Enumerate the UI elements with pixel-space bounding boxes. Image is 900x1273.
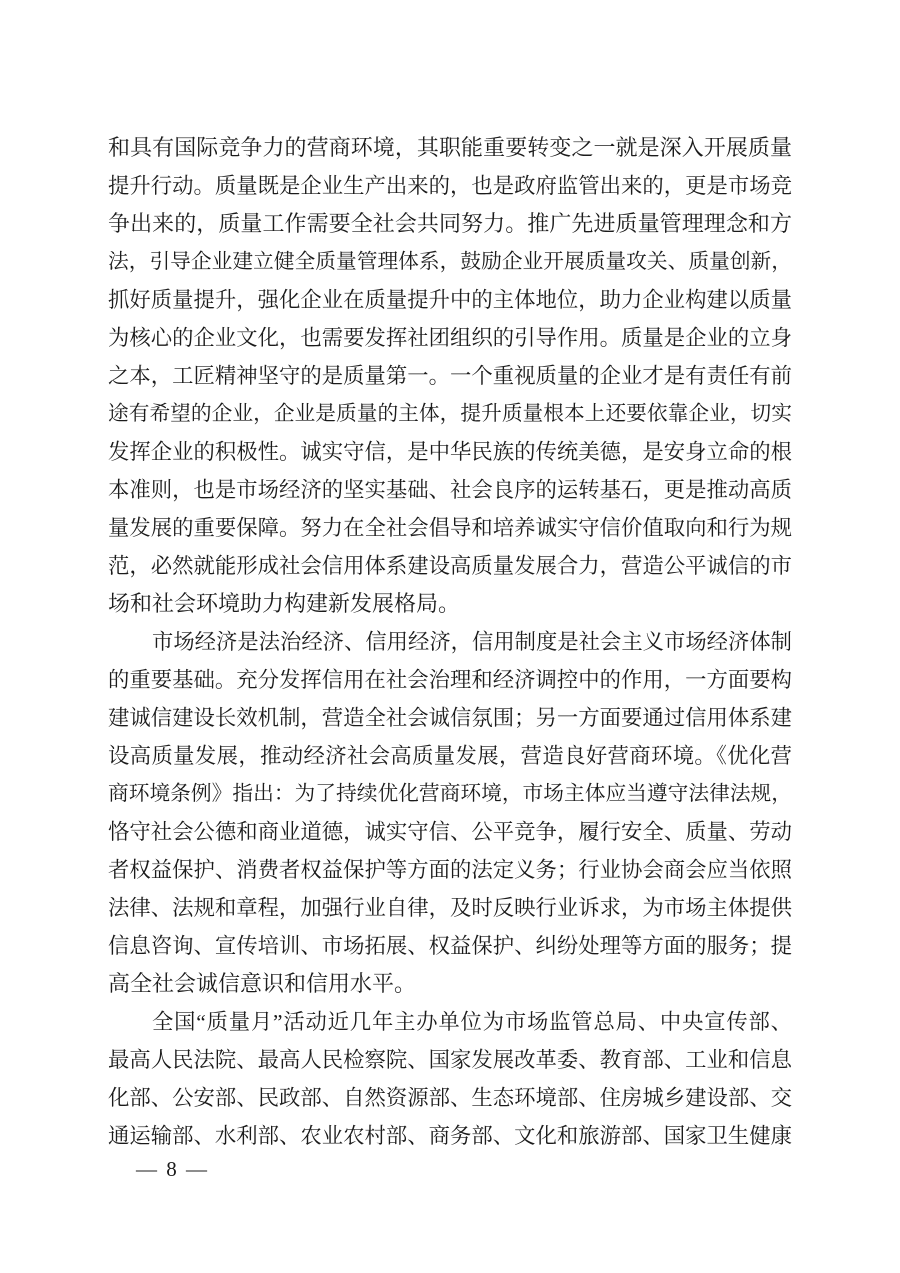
text-line: 恪守社会公德和商业道德，诚实守信、公平竞争，履行安全、质量、劳动 bbox=[108, 820, 792, 844]
text-line: 争出来的，质量工作需要全社会共同努力。推广先进质量管理理念和方 bbox=[108, 211, 792, 236]
document-text bbox=[108, 129, 792, 1155]
text-line: 法律、法规和章程，加强行业自律，及时反映行业诉求，为市场主体提供 bbox=[108, 896, 792, 920]
text-line: 最高人民法院、最高人民检察院、国家发展改革委、教育部、工业和信息 bbox=[108, 1048, 792, 1072]
text-line: 和具有国际竞争力的营商环境，其职能重要转变之一就是深入开展质量 bbox=[108, 135, 792, 160]
text-line: 提升行动。质量既是企业生产出来的，也是政府监管出来的，更是市场竞 bbox=[108, 174, 792, 198]
text-line: 途有希望的企业，企业是质量的主体，提升质量根本上还要依靠企业，切实 bbox=[108, 403, 792, 425]
text-line: 量发展的重要保障。努力在全社会倡导和培养诚实守信价值取向和行为规 bbox=[108, 516, 792, 540]
page-number: — 8 — bbox=[136, 1157, 209, 1181]
text-line: 市场经济是法治经济、信用经济，信用制度是社会主义市场经济体制 bbox=[152, 630, 792, 654]
text-line: 为核心的企业文化，也需要发挥社团组织的引导作用。质量是企业的立身 bbox=[108, 326, 792, 350]
text-line: 的重要基础。充分发挥信用在社会治理和经济调控中的作用，一方面要构 bbox=[108, 668, 792, 692]
text-line: 之本，工匠精神坚守的是质量第一。一个重视质量的企业才是有责任有前 bbox=[108, 364, 792, 388]
text-line: 建诚信建设长效机制，营造全社会诚信氛围；另一方面要通过信用体系建 bbox=[108, 706, 792, 730]
text-line: 信息咨询、宣传培训、市场拓展、权益保护、纠纷处理等方面的服务；提 bbox=[108, 934, 792, 958]
text-line: 发挥企业的积极性。诚实守信，是中华民族的传统美德，是安身立命的根 bbox=[108, 440, 792, 464]
text-line: 通运输部、水利部、农业农村部、商务部、文化和旅游部、国家卫生健康 bbox=[108, 1124, 792, 1148]
text-line: 抓好质量提升，强化企业在质量提升中的主体地位，助力企业构建以质量 bbox=[108, 288, 792, 312]
text-line: 场和社会环境助力构建新发展格局。 bbox=[108, 591, 461, 616]
text-line: 本准则，也是市场经济的坚实基础、社会良序的运转基石，更是推动高质 bbox=[108, 478, 792, 502]
paragraph bbox=[108, 129, 792, 623]
page-footer bbox=[136, 1150, 209, 1188]
text-line: 范，必然就能形成社会信用体系建设高质量发展合力，营造公平诚信的市 bbox=[108, 554, 792, 578]
text-line: 法，引导企业建立健全质量管理体系，鼓励企业开展质量攻关、质量创新， bbox=[108, 251, 792, 273]
text-line: 高全社会诚信意识和信用水平。 bbox=[108, 971, 417, 996]
text-line: 商环境条例》指出：为了持续优化营商环境，市场主体应当遵守法律法规， bbox=[108, 783, 792, 805]
paragraph bbox=[108, 623, 792, 1003]
text-line: 者权益保护、消费者权益保护等方面的法定义务；行业协会商会应当依照 bbox=[108, 858, 792, 882]
paragraph bbox=[108, 1003, 792, 1155]
text-line: 化部、公安部、民政部、自然资源部、生态环境部、住房城乡建设部、交 bbox=[108, 1086, 792, 1110]
text-line: 全国“质量月”活动近几年主办单位为市场监管总局、中央宣传部、 bbox=[152, 1010, 792, 1034]
text-line: 设高质量发展，推动经济社会高质量发展，营造良好营商环境。《优化营 bbox=[108, 744, 792, 768]
